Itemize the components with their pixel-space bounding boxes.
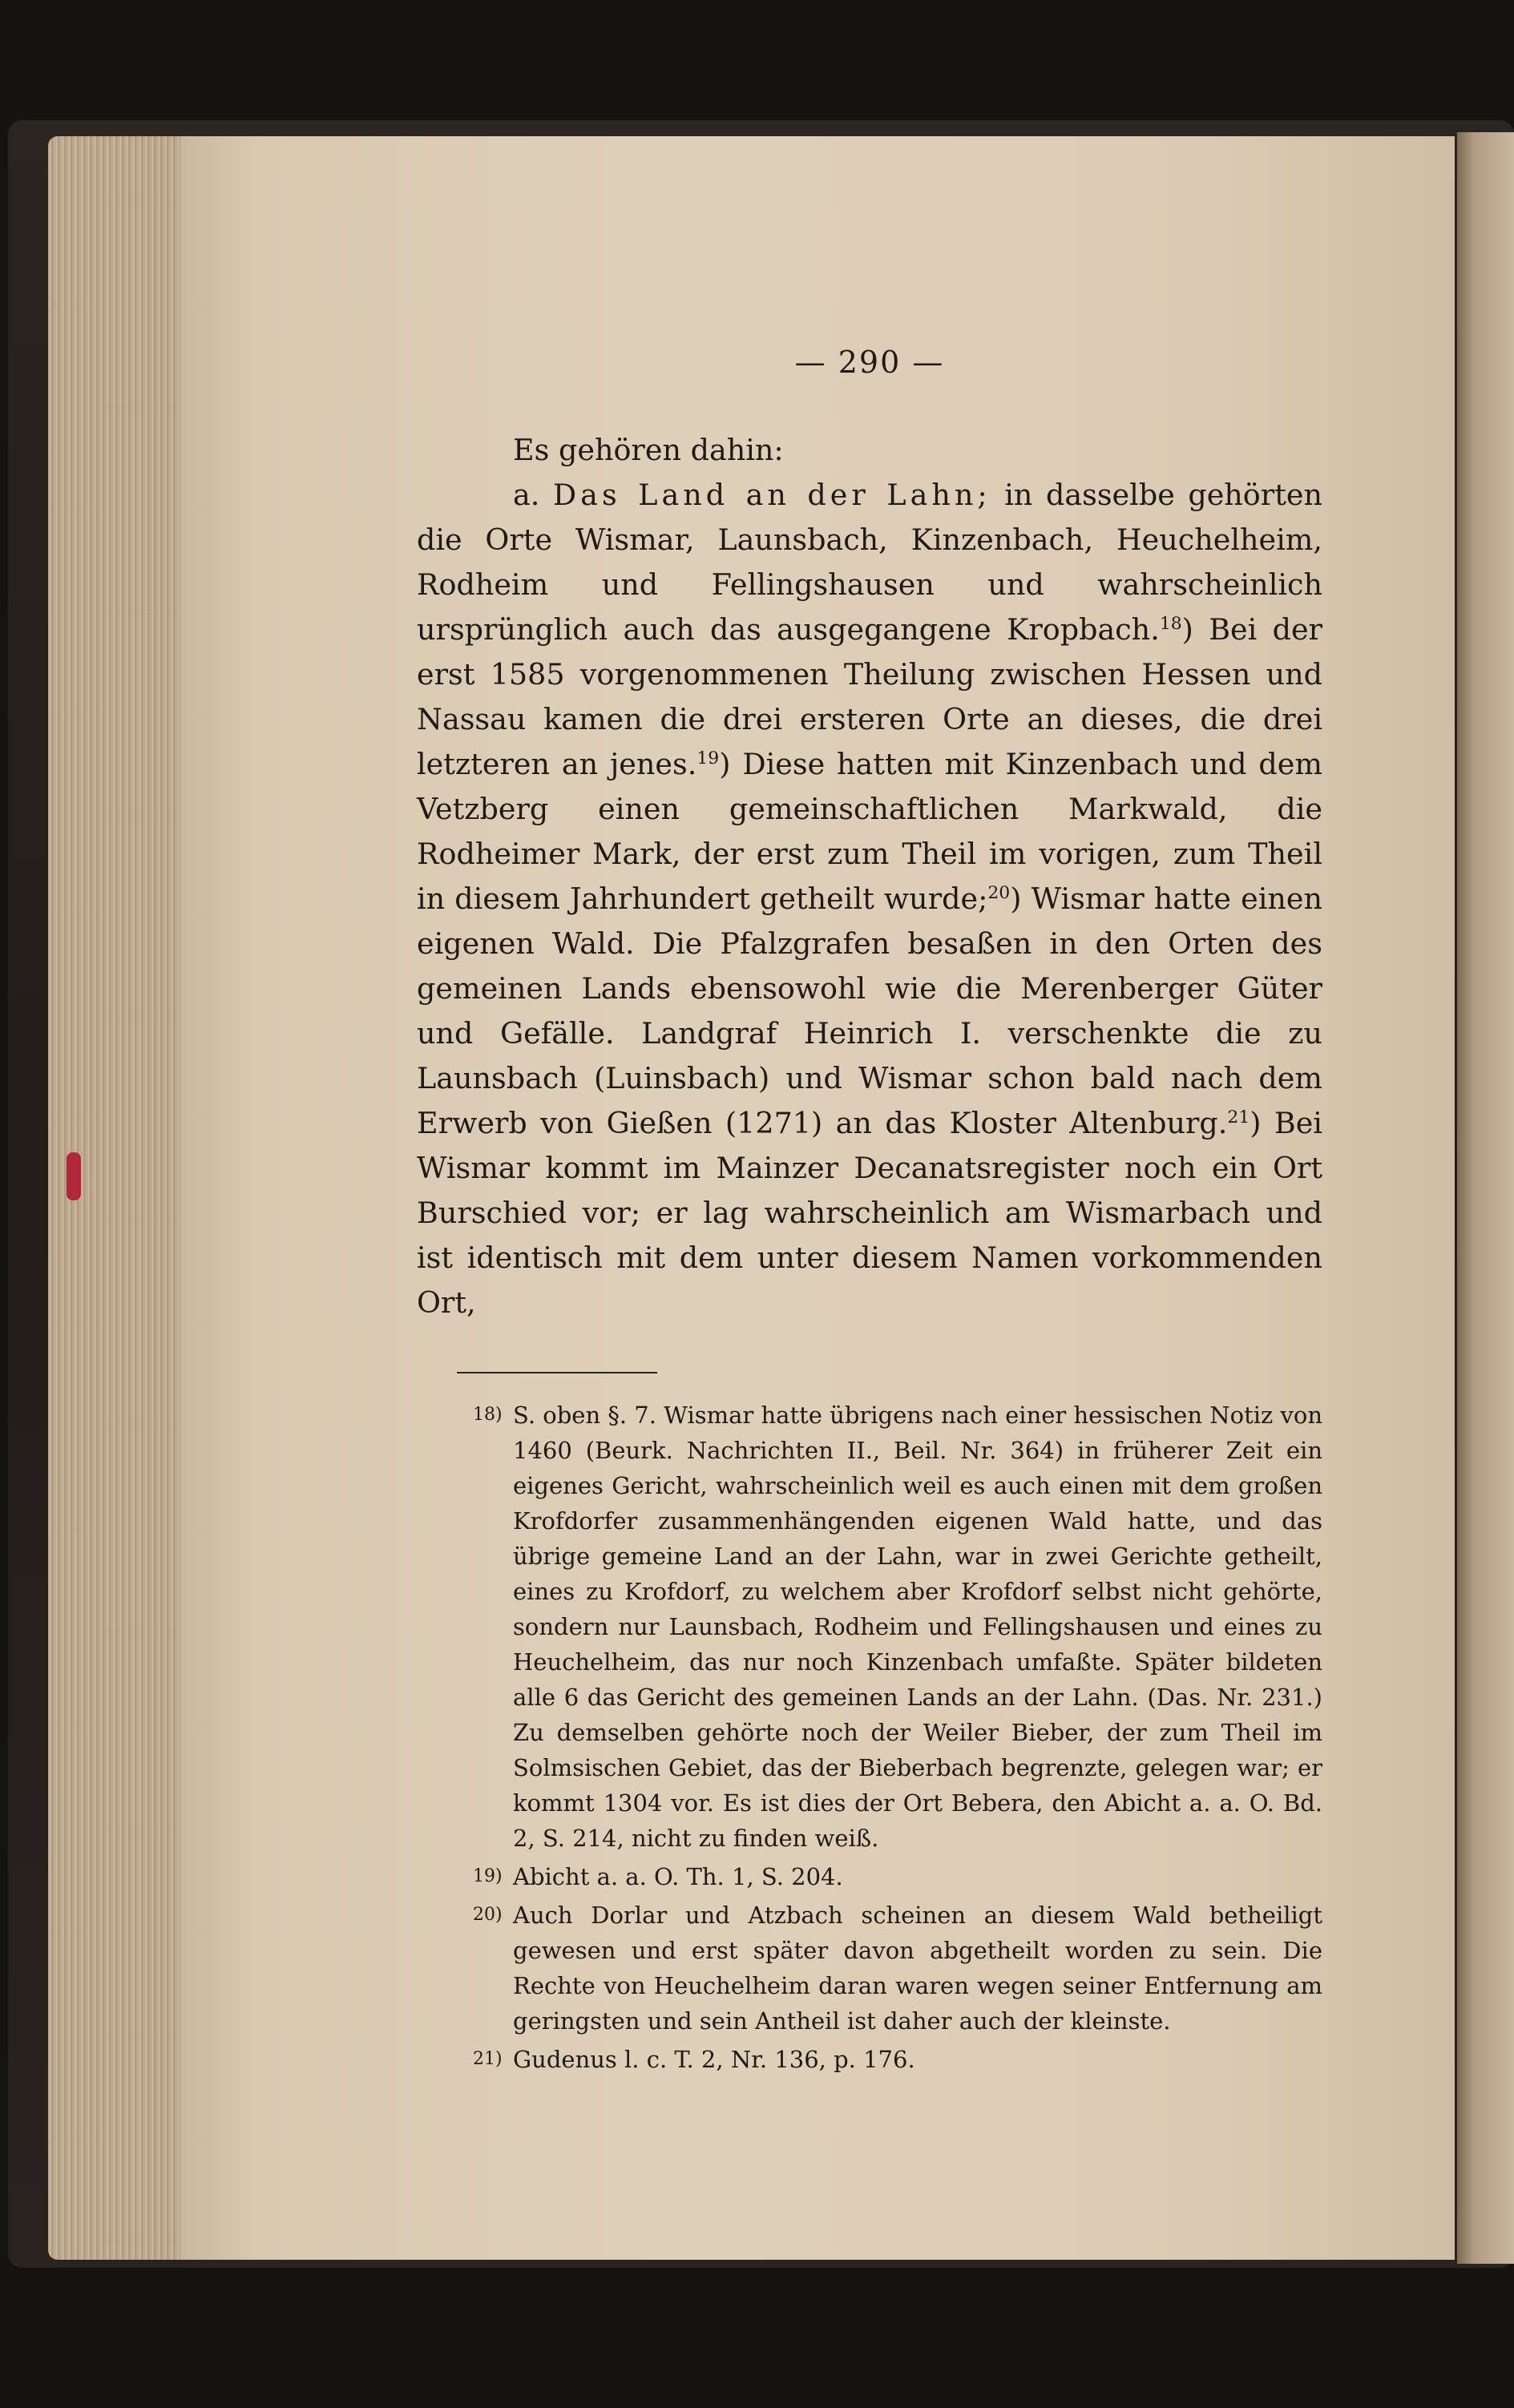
footnote-19 (417, 1859, 1322, 1894)
footnote-ref-19[interactable]: 19 (696, 748, 720, 768)
page-content (417, 345, 1322, 2080)
footnote-mark: 21) (473, 2049, 503, 2069)
footnote-20 (417, 1898, 1322, 2039)
intro-line: Es gehören dahin: (513, 433, 784, 467)
para-a-heading: Das Land an der Lahn; (552, 478, 991, 512)
page-number: — 290 — (794, 345, 945, 380)
footnote-18 (417, 1398, 1322, 1856)
main-text (417, 428, 1322, 1325)
footnote-rule (457, 1372, 657, 1373)
facing-page-edge (1457, 132, 1514, 2264)
footnote-ref-20[interactable]: 20 (987, 882, 1011, 903)
footnote-ref-18[interactable]: 18 (1159, 613, 1182, 634)
para-a-label: a. (513, 478, 540, 512)
para-a-text-4: ) Wismar hatte einen eigenen Wald. Die Pfalzgrafen besaßen in den Orten des gemeinen Lands ebensowohl wie die Merenberger Güter und Gefälle. Landgraf Heinrich I. verschenkte die zu Launsbach (Luinsbach) und Wismar schon bald nach dem Erwerb von Gießen (1271) an das Kloster Altenburg. (417, 881, 1322, 1140)
footnote-text: Gudenus l. c. T. 2, Nr. 136, p. 176. (513, 2046, 915, 2073)
para-a-text-3: ) Diese hatten mit Kinzenbach und dem Vetzberg einen gemeinschaftlichen Markwald, die Rodheimer Mark, der erst zum Theil im vorigen, zum Theil in diesem Jahrhundert getheilt wurde; (417, 747, 1322, 916)
footnotes (417, 1398, 1322, 2077)
footnote-text: Abicht a. a. O. Th. 1, S. 204. (513, 1863, 843, 1890)
footnote-mark: 18) (473, 1405, 503, 1425)
footnote-ref-21[interactable]: 21 (1227, 1107, 1250, 1127)
footnote-21 (417, 2042, 1322, 2077)
para-a-text-5: ) Bei Wismar kommt im Mainzer Decanatsregister noch ein Ort Burschied vor; er lag wahrscheinlich am Wismarbach und ist identisch mit dem unter diesem Namen vorkommenden Ort, (417, 1106, 1322, 1320)
footnote-mark: 19) (473, 1866, 503, 1886)
footnote-text: Auch Dorlar und Atzbach scheinen an diesem Wald betheiligt gewesen und erst später davon abgetheilt worden zu sein. Die Rechte von Heuchelheim daran waren wegen seiner Entfernung am geringsten und sein Antheil ist daher auch der kleinste. (513, 1902, 1322, 2035)
para-a-text: in dasselbe gehörten die Orte Wismar, Launsbach, Kinzenbach, Heuchelheim, Rodheim und Fellingshausen und wahrscheinlich ursprünglich auch das ausgegangene Kropbach. (417, 478, 1322, 647)
footnote-mark: 20) (473, 1905, 503, 1925)
footnote-text: S. oben §. 7. Wismar hatte übrigens nach einer hessischen Notiz von 1460 (Beurk. Nachrichten II., Beil. Nr. 364) in früherer Zeit ein eigenes Gericht, wahrscheinlich weil es auch einen mit dem großen Krofdorfer zusammenhängenden eigenen Wald hatte, und das übrige gemeine Land an der Lahn, war in zwei Gerichte getheilt, eines zu Krofdorf, zu welchem aber Krofdorf selbst nicht gehörte, sondern nur Launsbach, Rodheim und Fellingshausen und eines zu Heuchelheim, das nur noch Kinzenbach umfaßte. Später bildeten alle 6 das Gericht des gemeinen Lands an der Lahn. (Das. Nr. 231.) Zu demselben gehörte noch der Weiler Bieber, der zum Theil im Solmsischen Gebiet, das der Bieberbach begrenzte, gelegen war; er kommt 1304 vor. Es ist dies der Ort Bebera, den Abicht a. a. O. Bd. 2, S. 214, nicht zu finden weiß. (513, 1402, 1323, 1852)
bookmark-mark (67, 1152, 81, 1200)
paragraph-a (417, 473, 1322, 1325)
para-a-text-2: ) Bei der erst 1585 vorgenommenen Theilung zwischen Hessen und Nassau kamen die drei ersteren Orte an dieses, die drei letzteren an jenes. (417, 612, 1322, 781)
